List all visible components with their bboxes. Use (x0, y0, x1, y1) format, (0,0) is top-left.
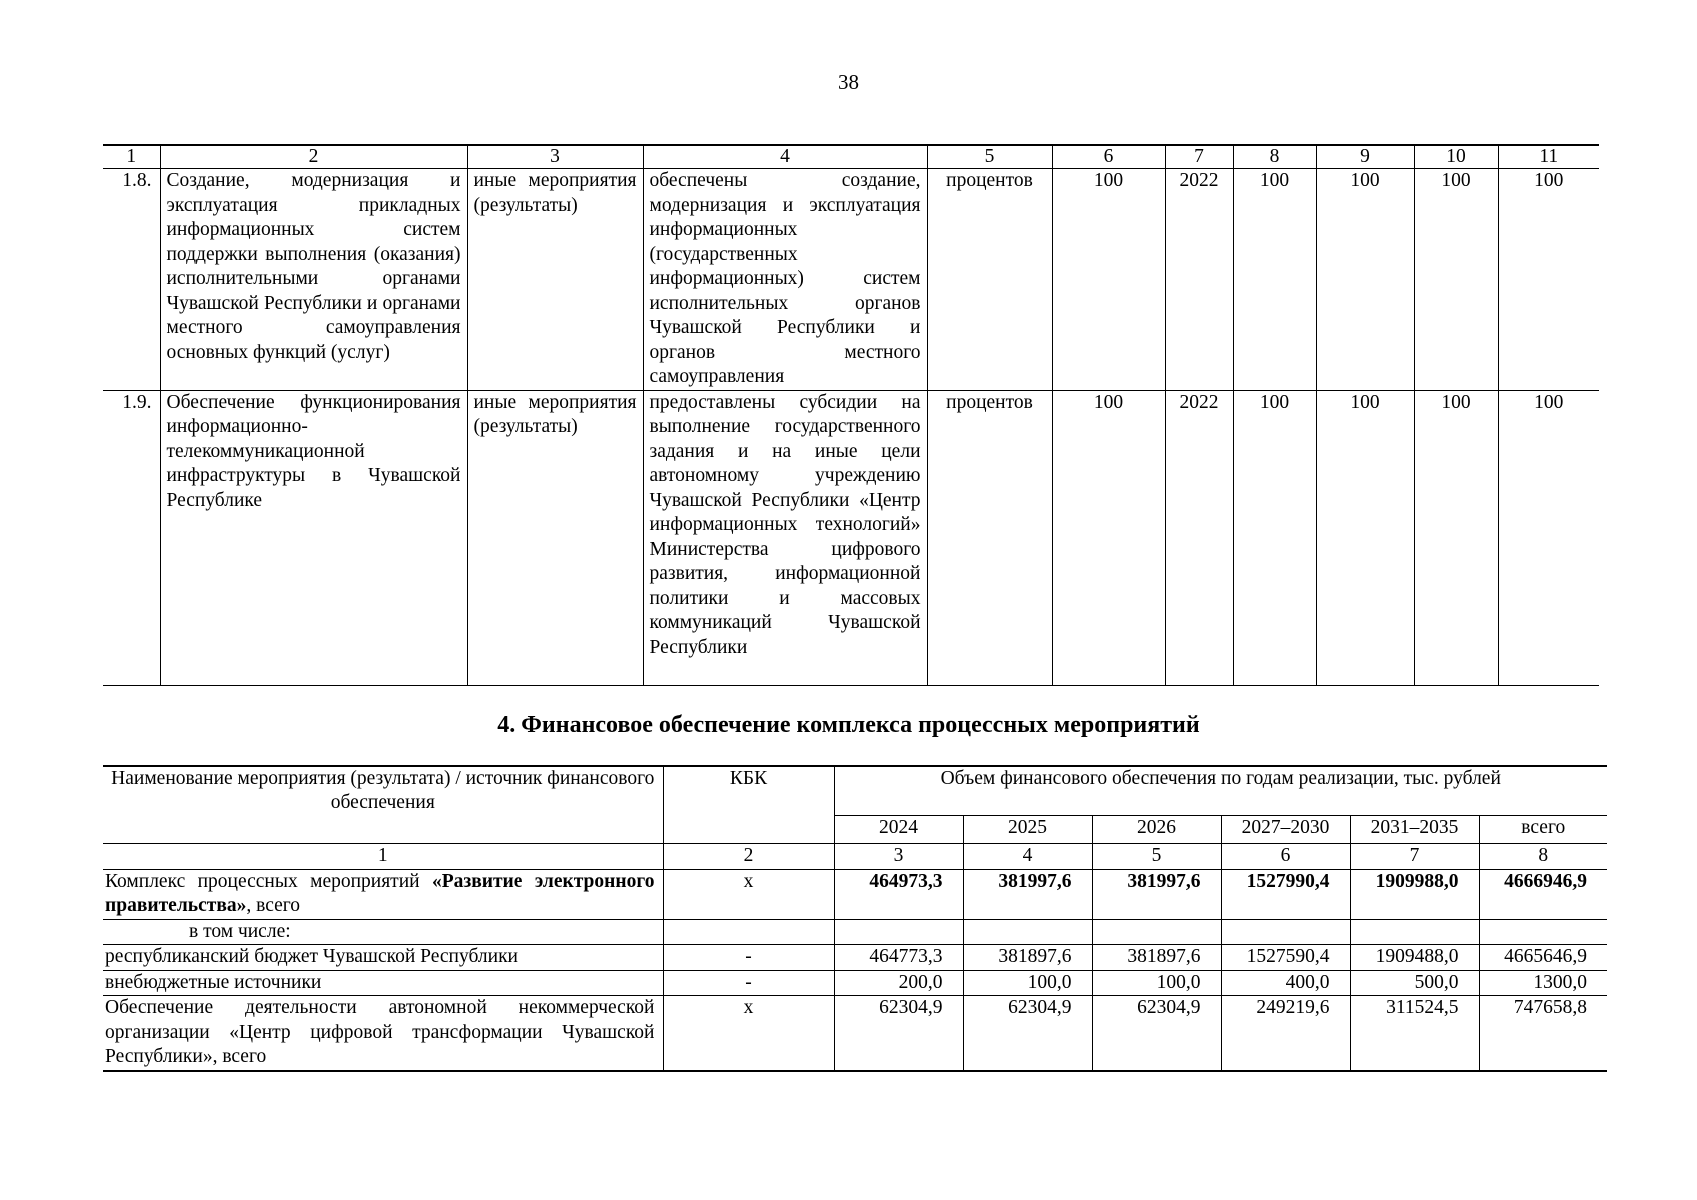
amount-total-cell: 1300,0 (1479, 970, 1607, 996)
cell-value: 100 (1233, 169, 1316, 391)
amount-cell: 381897,6 (963, 945, 1092, 971)
complex-name-prefix: Комплекс процессных мероприятий (105, 870, 432, 892)
complex-name (103, 869, 663, 919)
cell-value: 100 (1316, 169, 1414, 391)
amount-total-cell: 747658,8 (1479, 996, 1607, 1071)
column-number: 1 (103, 844, 663, 870)
column-number: 5 (1092, 844, 1221, 870)
cell-value: 100 (1414, 390, 1498, 685)
cell-value: 100 (1498, 169, 1599, 391)
empty-cell (1350, 919, 1479, 945)
header-name: Наименование мероприятия (результата) / источник финансового обеспечения (103, 766, 663, 844)
header-year: 2031–2035 (1350, 816, 1479, 844)
kbk-cell: x (663, 869, 834, 919)
header-kbk: КБК (663, 766, 834, 844)
column-number: 5 (927, 145, 1052, 169)
column-number: 3 (467, 145, 643, 169)
cell-value: 100 (1233, 390, 1316, 685)
column-number: 2 (160, 145, 467, 169)
header-year: 2026 (1092, 816, 1221, 844)
amount-cell: 1527590,4 (1221, 945, 1350, 971)
column-number: 9 (1316, 145, 1414, 169)
amount-cell: 200,0 (834, 970, 963, 996)
column-number: 11 (1498, 145, 1599, 169)
table-row-budget (103, 945, 1607, 971)
amount-total-cell: 4665646,9 (1479, 945, 1607, 971)
column-number: 7 (1165, 145, 1233, 169)
header-year: 2024 (834, 816, 963, 844)
empty-cell (1092, 919, 1221, 945)
column-number: 6 (1052, 145, 1165, 169)
activity-description: предоставлены субсидии на выполнение государственного задания и на иные цели автономному учреждению Чувашской Республики «Центр информационных технологий» Министерства цифрового развития, информационной политики и массовых коммуникаций Чувашской Республики (643, 390, 927, 685)
activity-description: обеспечены создание, модернизация и эксплуатация информационных (государственных информационных) систем исполнительных органов Чувашской Республики и органов местного самоуправления (643, 169, 927, 391)
column-number: 3 (834, 844, 963, 870)
column-number-row (103, 145, 1599, 169)
page-number: 38 (838, 70, 859, 94)
amount-cell: 311524,5 (1350, 996, 1479, 1071)
column-number: 2 (663, 844, 834, 870)
activities-table (103, 144, 1599, 686)
table-row-ano (103, 996, 1607, 1071)
amount-cell: 62304,9 (1092, 996, 1221, 1071)
kbk-cell: - (663, 945, 834, 971)
empty-cell (1479, 919, 1607, 945)
activity-type: иные мероприятия (результаты) (467, 169, 643, 391)
header-volume: Объем финансового обеспечения по годам реализации, тыс. рублей (834, 766, 1607, 816)
amount-cell: 100,0 (963, 970, 1092, 996)
table-row-including (103, 919, 1607, 945)
amount-cell: 381997,6 (963, 869, 1092, 919)
amount-total-cell: 4666946,9 (1479, 869, 1607, 919)
unit: процентов (927, 169, 1052, 391)
cell-year: 2022 (1165, 169, 1233, 391)
header-year: 2025 (963, 816, 1092, 844)
complex-name-bold: «Развитие электронного правительства» (105, 870, 655, 916)
column-number: 1 (103, 145, 160, 169)
including-label: в том числе: (103, 919, 663, 945)
column-number: 4 (963, 844, 1092, 870)
column-number: 7 (1350, 844, 1479, 870)
empty-cell (963, 919, 1092, 945)
amount-cell: 381997,6 (1092, 869, 1221, 919)
column-number: 10 (1414, 145, 1498, 169)
complex-name-suffix: , всего (246, 895, 301, 916)
activity-type: иные мероприятия (результаты) (467, 390, 643, 685)
amount-cell: 381897,6 (1092, 945, 1221, 971)
amount-cell: 1909988,0 (1350, 869, 1479, 919)
amount-cell: 464973,3 (834, 869, 963, 919)
section-title: 4. Финансовое обеспечение комплекса процессных мероприятий (497, 712, 1200, 738)
unit: процентов (927, 390, 1052, 685)
header-year: 2027–2030 (1221, 816, 1350, 844)
table-row-complex (103, 869, 1607, 919)
column-number: 8 (1233, 145, 1316, 169)
cell-value: 100 (1316, 390, 1414, 685)
amount-cell: 1527990,4 (1221, 869, 1350, 919)
source-name: республиканский бюджет Чувашской Республики (103, 945, 663, 971)
amount-cell: 249219,6 (1221, 996, 1350, 1071)
activity-name: Создание, модернизация и эксплуатация прикладных информационных систем поддержки выполнения (оказания) исполнительными органами Чувашской Республики и органами местного самоуправления основных функций (услуг) (160, 169, 467, 391)
header-total: всего (1479, 816, 1607, 844)
cell-value: 100 (1052, 169, 1165, 391)
cell-year: 2022 (1165, 390, 1233, 685)
amount-cell: 500,0 (1350, 970, 1479, 996)
empty-cell (834, 919, 963, 945)
financing-table (103, 765, 1607, 1072)
empty-cell (663, 919, 834, 945)
source-name: внебюджетные источники (103, 970, 663, 996)
amount-cell: 400,0 (1221, 970, 1350, 996)
column-number: 4 (643, 145, 927, 169)
amount-cell: 464773,3 (834, 945, 963, 971)
column-number: 6 (1221, 844, 1350, 870)
empty-cell (1221, 919, 1350, 945)
kbk-cell: x (663, 996, 834, 1071)
table-row-extra (103, 970, 1607, 996)
column-number: 8 (1479, 844, 1607, 870)
activity-name: Обеспечение деятельности автономной некоммерческой организации «Центр цифровой трансформации Чувашской Республики», всего (103, 996, 663, 1071)
header-row (103, 766, 1607, 816)
amount-cell: 100,0 (1092, 970, 1221, 996)
kbk-cell: - (663, 970, 834, 996)
amount-cell: 1909488,0 (1350, 945, 1479, 971)
amount-cell: 62304,9 (834, 996, 963, 1071)
table-row (103, 169, 1599, 391)
amount-cell: 62304,9 (963, 996, 1092, 1071)
cell-value: 100 (1052, 390, 1165, 685)
activity-name: Обеспечение функционирования информационно-телекоммуникационной инфраструктуры в Чувашской Республике (160, 390, 467, 685)
cell-value: 100 (1498, 390, 1599, 685)
column-number-row (103, 844, 1607, 870)
cell-value: 100 (1414, 169, 1498, 391)
row-number: 1.9. (103, 390, 160, 685)
table-row (103, 390, 1599, 685)
row-number: 1.8. (103, 169, 160, 391)
